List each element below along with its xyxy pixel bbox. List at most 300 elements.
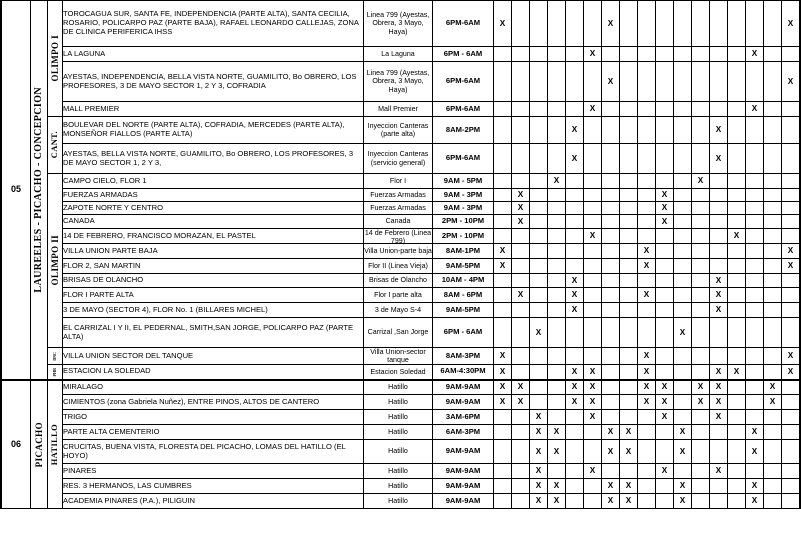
schedule-empty-cell <box>566 189 584 202</box>
schedule-empty-cell <box>602 464 620 479</box>
schedule-empty-cell <box>512 494 530 509</box>
schedule-empty-cell <box>548 47 566 62</box>
schedule-empty-cell <box>620 47 638 62</box>
table-row <box>1 62 800 102</box>
x-mark: X <box>571 305 578 315</box>
table-row <box>1 380 800 395</box>
schedule-empty-cell <box>584 1 602 47</box>
schedule-empty-cell <box>602 189 620 202</box>
schedule-empty-cell <box>656 229 674 244</box>
schedule-empty-cell <box>548 229 566 244</box>
schedule-empty-cell <box>548 189 566 202</box>
schedule-empty-cell <box>764 410 782 425</box>
time-range-cell: 2PM - 10PM <box>433 215 494 229</box>
schedule-empty-cell <box>566 410 584 425</box>
schedule-empty-cell <box>584 318 602 348</box>
schedule-x-mark-cell <box>746 494 764 509</box>
schedule-empty-cell <box>728 410 746 425</box>
x-mark: X <box>535 412 542 422</box>
schedule-empty-cell <box>674 117 692 144</box>
schedule-empty-cell <box>512 117 530 144</box>
schedule-empty-cell <box>710 1 728 47</box>
x-mark: X <box>589 104 596 114</box>
schedule-empty-cell <box>746 189 764 202</box>
schedule-empty-cell <box>692 318 710 348</box>
schedule-empty-cell <box>710 215 728 229</box>
schedule-empty-cell <box>746 144 764 174</box>
schedule-empty-cell <box>782 318 801 348</box>
schedule-empty-cell <box>656 440 674 464</box>
subzone-label-cell <box>48 365 63 380</box>
schedule-empty-cell <box>674 410 692 425</box>
schedule-empty-cell <box>566 174 584 189</box>
schedule-empty-cell <box>692 440 710 464</box>
schedule-empty-cell <box>602 303 620 318</box>
schedule-empty-cell <box>656 288 674 303</box>
schedule-x-mark-cell <box>584 380 602 395</box>
schedule-x-mark-cell <box>584 47 602 62</box>
schedule-empty-cell <box>530 229 548 244</box>
schedule-x-mark-cell <box>494 348 512 365</box>
neighborhoods-cell: BOULEVAR DEL NORTE (PARTE ALTA), COFRADIA, MERCEDES (PARTE ALTA), MONSEÑOR FIALLOS (PARTE ALTA) <box>63 117 364 144</box>
schedule-empty-cell <box>710 318 728 348</box>
schedule-empty-cell <box>656 348 674 365</box>
time-range-cell: 8AM - 6PM <box>433 288 494 303</box>
schedule-empty-cell <box>656 494 674 509</box>
schedule-empty-cell <box>674 229 692 244</box>
schedule-empty-cell <box>602 47 620 62</box>
x-mark: X <box>607 446 614 456</box>
x-mark: X <box>715 397 722 407</box>
x-mark: X <box>571 397 578 407</box>
subzone-label: OLIMPO II <box>49 235 60 286</box>
schedule-empty-cell <box>692 259 710 274</box>
schedule-empty-cell <box>728 102 746 117</box>
circuit-label: Hatillo <box>388 383 408 392</box>
schedule-empty-cell <box>674 174 692 189</box>
schedule-empty-cell <box>512 47 530 62</box>
schedule-empty-cell <box>764 229 782 244</box>
schedule-empty-cell <box>530 215 548 229</box>
x-mark: X <box>499 351 506 361</box>
time-range-cell: 6PM-6AM <box>433 144 494 174</box>
schedule-empty-cell <box>566 479 584 494</box>
schedule-empty-cell <box>638 494 656 509</box>
schedule-empty-cell <box>656 1 674 47</box>
neighborhoods-cell: ESTACION LA SOLEDAD <box>63 365 364 380</box>
schedule-empty-cell <box>656 62 674 102</box>
circuit-cell <box>364 410 433 425</box>
x-mark: X <box>751 427 758 437</box>
schedule-empty-cell <box>710 425 728 440</box>
schedule-empty-cell <box>512 464 530 479</box>
schedule-empty-cell <box>566 47 584 62</box>
x-mark: X <box>697 176 704 186</box>
neighborhoods-cell: LA LAGUNA <box>63 47 364 62</box>
x-mark: X <box>787 18 794 28</box>
schedule-x-mark-cell <box>530 479 548 494</box>
schedule-empty-cell <box>656 318 674 348</box>
schedule-empty-cell <box>566 425 584 440</box>
x-mark: X <box>517 382 524 392</box>
schedule-empty-cell <box>638 62 656 102</box>
table-row <box>1 117 800 144</box>
schedule-empty-cell <box>674 202 692 215</box>
schedule-empty-cell <box>638 202 656 215</box>
x-mark: X <box>661 412 668 422</box>
schedule-empty-cell <box>746 288 764 303</box>
x-mark: X <box>589 397 596 407</box>
schedule-empty-cell <box>512 174 530 189</box>
time-range-cell: 6PM-6AM <box>433 102 494 117</box>
x-mark: X <box>625 481 632 491</box>
schedule-empty-cell <box>620 410 638 425</box>
schedule-empty-cell <box>548 215 566 229</box>
circuit-label: Hatillo <box>388 412 408 421</box>
schedule-x-mark-cell <box>566 117 584 144</box>
x-mark: X <box>625 446 632 456</box>
schedule-empty-cell <box>512 102 530 117</box>
schedule-empty-cell <box>674 47 692 62</box>
x-mark: X <box>679 446 686 456</box>
schedule-empty-cell <box>656 479 674 494</box>
schedule-empty-cell <box>512 440 530 464</box>
schedule-empty-cell <box>746 348 764 365</box>
x-mark: X <box>607 427 614 437</box>
schedule-empty-cell <box>728 244 746 259</box>
schedule-empty-cell <box>764 215 782 229</box>
time-range-cell: 9AM - 5PM <box>433 174 494 189</box>
schedule-empty-cell <box>494 318 512 348</box>
circuit-label: Inyeccion Canteras (parte alta) <box>367 121 429 138</box>
schedule-empty-cell <box>674 464 692 479</box>
schedule-x-mark-cell <box>710 303 728 318</box>
schedule-empty-cell <box>548 259 566 274</box>
schedule-x-mark-cell <box>530 440 548 464</box>
x-mark: X <box>643 397 650 407</box>
time-range-cell: 6AM-3PM <box>433 425 494 440</box>
schedule-empty-cell <box>782 102 801 117</box>
schedule-x-mark-cell <box>638 395 656 410</box>
schedule-x-mark-cell <box>638 244 656 259</box>
schedule-empty-cell <box>494 202 512 215</box>
schedule-empty-cell <box>764 274 782 288</box>
schedule-empty-cell <box>620 259 638 274</box>
schedule-empty-cell <box>710 494 728 509</box>
x-mark: X <box>787 261 794 271</box>
schedule-empty-cell <box>638 440 656 464</box>
schedule-x-mark-cell <box>674 494 692 509</box>
schedule-empty-cell <box>638 189 656 202</box>
schedule-empty-cell <box>746 117 764 144</box>
table-row <box>1 288 800 303</box>
schedule-empty-cell <box>620 229 638 244</box>
schedule-empty-cell <box>674 365 692 380</box>
schedule-empty-cell <box>566 259 584 274</box>
time-range-cell: 8AM-2PM <box>433 117 494 144</box>
schedule-empty-cell <box>584 479 602 494</box>
schedule-empty-cell <box>530 47 548 62</box>
schedule-empty-cell <box>656 244 674 259</box>
schedule-empty-cell <box>674 1 692 47</box>
schedule-empty-cell <box>548 62 566 102</box>
schedule-empty-cell <box>746 410 764 425</box>
schedule-empty-cell <box>710 479 728 494</box>
circuit-cell <box>364 494 433 509</box>
x-mark: X <box>643 246 650 256</box>
schedule-empty-cell <box>494 189 512 202</box>
table-row <box>1 215 800 229</box>
circuit-cell <box>364 102 433 117</box>
schedule-empty-cell <box>602 215 620 229</box>
schedule-x-mark-cell <box>746 440 764 464</box>
circuit-cell <box>364 318 433 348</box>
schedule-empty-cell <box>584 303 602 318</box>
circuit-label: Brisas de Olancho <box>369 276 427 285</box>
schedule-x-mark-cell <box>764 380 782 395</box>
circuit-label: La Laguna <box>381 49 415 58</box>
schedule-x-mark-cell <box>512 189 530 202</box>
schedule-empty-cell <box>746 215 764 229</box>
schedule-empty-cell <box>674 144 692 174</box>
schedule-empty-cell <box>764 202 782 215</box>
neighborhoods-cell: 14 DE FEBRERO, FRANCISCO MORAZAN, EL PASTEL <box>63 229 364 244</box>
schedule-empty-cell <box>728 348 746 365</box>
schedule-empty-cell <box>602 117 620 144</box>
schedule-empty-cell <box>638 229 656 244</box>
table-row <box>1 102 800 117</box>
schedule-empty-cell <box>548 144 566 174</box>
schedule-empty-cell <box>674 395 692 410</box>
schedule-empty-cell <box>530 395 548 410</box>
x-mark: X <box>553 446 560 456</box>
schedule-x-mark-cell <box>494 380 512 395</box>
schedule-empty-cell <box>692 464 710 479</box>
x-mark: X <box>535 446 542 456</box>
schedule-empty-cell <box>566 229 584 244</box>
x-mark: X <box>589 466 596 476</box>
schedule-x-mark-cell <box>566 395 584 410</box>
schedule-empty-cell <box>602 348 620 365</box>
schedule-empty-cell <box>512 410 530 425</box>
schedule-empty-cell <box>782 380 801 395</box>
schedule-empty-cell <box>620 1 638 47</box>
schedule-empty-cell <box>746 318 764 348</box>
schedule-empty-cell <box>692 47 710 62</box>
schedule-empty-cell <box>494 144 512 174</box>
schedule-empty-cell <box>620 117 638 144</box>
schedule-x-mark-cell <box>692 380 710 395</box>
schedule-empty-cell <box>728 425 746 440</box>
schedule-x-mark-cell <box>710 365 728 380</box>
schedule-x-mark-cell <box>674 318 692 348</box>
circuit-cell <box>364 303 433 318</box>
schedule-empty-cell <box>728 1 746 47</box>
schedule-x-mark-cell <box>494 395 512 410</box>
circuit-label: Mall Premier <box>378 104 418 113</box>
x-mark: X <box>589 231 596 241</box>
schedule-empty-cell <box>602 410 620 425</box>
schedule-empty-cell <box>692 62 710 102</box>
schedule-x-mark-cell <box>692 395 710 410</box>
schedule-x-mark-cell <box>638 259 656 274</box>
circuit-cell <box>364 174 433 189</box>
schedule-empty-cell <box>674 102 692 117</box>
schedule-empty-cell <box>512 348 530 365</box>
schedule-empty-cell <box>584 425 602 440</box>
x-mark: X <box>553 481 560 491</box>
circuit-label: 3 de Mayo S-4 <box>374 305 422 314</box>
schedule-empty-cell <box>710 102 728 117</box>
table-row <box>1 410 800 425</box>
x-mark: X <box>643 290 650 300</box>
schedule-empty-cell <box>530 189 548 202</box>
circuit-label: Hatillo <box>388 466 408 475</box>
table-row <box>1 229 800 244</box>
x-mark: X <box>715 412 722 422</box>
schedule-empty-cell <box>494 479 512 494</box>
schedule-x-mark-cell <box>494 365 512 380</box>
schedule-empty-cell <box>566 62 584 102</box>
schedule-empty-cell <box>602 318 620 348</box>
schedule-x-mark-cell <box>494 244 512 259</box>
schedule-empty-cell <box>728 479 746 494</box>
schedule-empty-cell <box>512 303 530 318</box>
schedule-empty-cell <box>620 144 638 174</box>
x-mark: X <box>751 104 758 114</box>
schedule-x-mark-cell <box>764 395 782 410</box>
schedule-empty-cell <box>710 259 728 274</box>
schedule-empty-cell <box>602 274 620 288</box>
schedule-x-mark-cell <box>584 102 602 117</box>
x-mark: X <box>517 203 524 213</box>
time-range-cell: 9AM - 3PM <box>433 189 494 202</box>
x-mark: X <box>769 397 776 407</box>
circuit-label: Hatillo <box>388 427 408 436</box>
table-row <box>1 174 800 189</box>
x-mark: X <box>715 382 722 392</box>
schedule-empty-cell <box>620 102 638 117</box>
schedule-x-mark-cell <box>512 395 530 410</box>
schedule-empty-cell <box>674 274 692 288</box>
table-row <box>1 244 800 259</box>
schedule-empty-cell <box>674 303 692 318</box>
time-range-cell: 9AM - 3PM <box>433 202 494 215</box>
circuit-cell <box>364 144 433 174</box>
schedule-x-mark-cell <box>512 288 530 303</box>
x-mark: X <box>607 18 614 28</box>
x-mark: X <box>553 427 560 437</box>
schedule-empty-cell <box>548 117 566 144</box>
x-mark: X <box>517 190 524 200</box>
x-mark: X <box>571 275 578 285</box>
schedule-empty-cell <box>566 440 584 464</box>
table-row <box>1 47 800 62</box>
schedule-empty-cell <box>638 464 656 479</box>
schedule-empty-cell <box>764 62 782 102</box>
schedule-empty-cell <box>674 288 692 303</box>
schedule-empty-cell <box>494 425 512 440</box>
schedule-empty-cell <box>638 303 656 318</box>
table-row <box>1 274 800 288</box>
time-range-cell: 9AM-9AM <box>433 440 494 464</box>
neighborhoods-cell: 3 DE MAYO (SECTOR 4), FLOR No. 1 (BILLARES MICHEL) <box>63 303 364 318</box>
schedule-empty-cell <box>728 318 746 348</box>
schedule-empty-cell <box>530 274 548 288</box>
x-mark: X <box>751 49 758 59</box>
schedule-empty-cell <box>656 144 674 174</box>
schedule-x-mark-cell <box>620 440 638 464</box>
neighborhoods-cell: PARTE ALTA CEMENTERIO <box>63 425 364 440</box>
table-row <box>1 1 800 47</box>
schedule-empty-cell <box>656 303 674 318</box>
circuit-label: Flor I parte alta <box>374 290 422 299</box>
schedule-empty-cell <box>638 117 656 144</box>
schedule-x-mark-cell <box>710 274 728 288</box>
schedule-empty-cell <box>530 303 548 318</box>
x-mark: X <box>535 327 542 337</box>
schedule-empty-cell <box>674 380 692 395</box>
schedule-empty-cell <box>710 202 728 215</box>
table-row <box>1 348 800 365</box>
schedule-empty-cell <box>620 303 638 318</box>
subzone-label: DNC <box>51 351 57 361</box>
schedule-empty-cell <box>656 102 674 117</box>
table-row <box>1 202 800 215</box>
schedule-x-mark-cell <box>566 288 584 303</box>
schedule-empty-cell <box>764 259 782 274</box>
schedule-empty-cell <box>764 348 782 365</box>
schedule-empty-cell <box>530 1 548 47</box>
schedule-empty-cell <box>638 215 656 229</box>
schedule-x-mark-cell <box>782 62 801 102</box>
schedule-empty-cell <box>764 440 782 464</box>
schedule-x-mark-cell <box>494 259 512 274</box>
neighborhoods-cell: AYESTAS, BELLA VISTA NORTE, GUAMILITO, Bo OBRERO, LOS PROFESORES, 3 DE MAYO SECTOR 1, 2 Y 3, <box>63 144 364 174</box>
neighborhoods-cell: MALL PREMIER <box>63 102 364 117</box>
x-mark: X <box>715 366 722 376</box>
schedule-x-mark-cell <box>548 174 566 189</box>
schedule-empty-cell <box>746 244 764 259</box>
schedule-empty-cell <box>710 47 728 62</box>
schedule-x-mark-cell <box>602 494 620 509</box>
zone-label-cell <box>31 1 48 380</box>
x-mark: X <box>553 176 560 186</box>
schedule-empty-cell <box>728 202 746 215</box>
neighborhoods-cell: CANADA <box>63 215 364 229</box>
x-mark: X <box>697 382 704 392</box>
x-mark: X <box>643 351 650 361</box>
neighborhoods-cell: PINARES <box>63 464 364 479</box>
schedule-empty-cell <box>656 47 674 62</box>
neighborhoods-cell: RES. 3 HERMANOS, LAS CUMBRES <box>63 479 364 494</box>
neighborhoods-cell: CIMIENTOS (zona Gabriela Nuñez), ENTRE PINOS, ALTOS DE CANTERO <box>63 395 364 410</box>
schedule-empty-cell <box>728 215 746 229</box>
schedule-empty-cell <box>638 410 656 425</box>
circuit-cell <box>364 244 433 259</box>
circuit-label: Linea 799 (Ayestas, Obrera, 3 Mayo, Haya) <box>366 10 430 36</box>
x-mark: X <box>679 327 686 337</box>
schedule-empty-cell <box>566 215 584 229</box>
schedule-empty-cell <box>710 244 728 259</box>
schedule-empty-cell <box>728 288 746 303</box>
schedule-empty-cell <box>620 348 638 365</box>
schedule-x-mark-cell <box>782 1 801 47</box>
schedule-empty-cell <box>764 1 782 47</box>
circuit-cell <box>364 202 433 215</box>
schedule-x-mark-cell <box>710 410 728 425</box>
schedule-empty-cell <box>530 259 548 274</box>
